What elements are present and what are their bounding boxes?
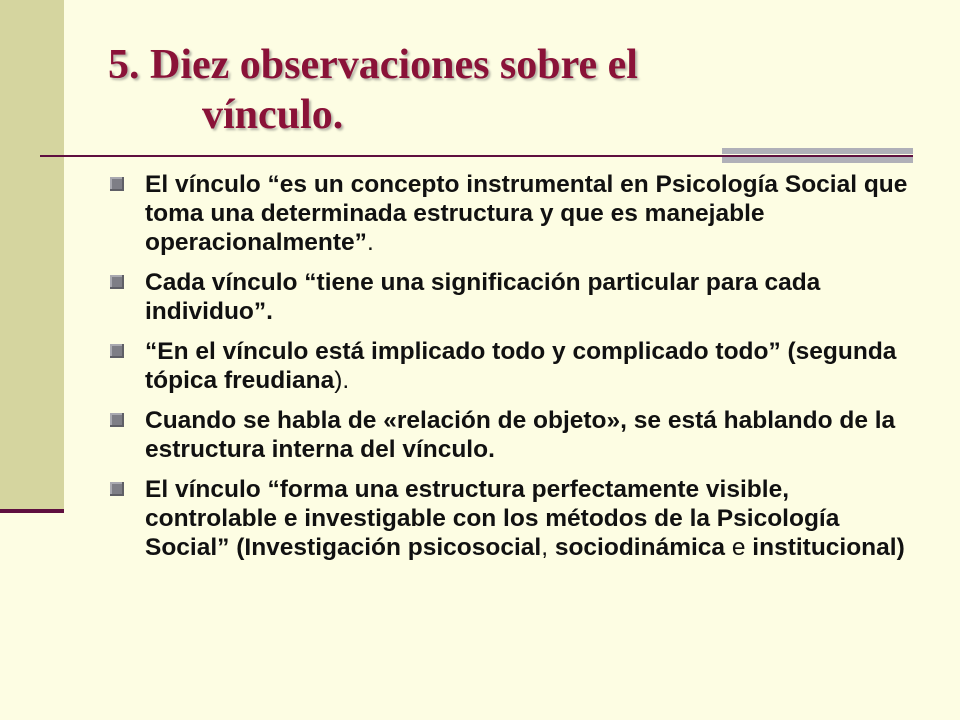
side-band	[0, 0, 64, 512]
bullet-item	[108, 170, 908, 257]
bullet-text-plain: .	[366, 229, 374, 256]
bullet-text: sociodinámica	[554, 534, 726, 561]
square-bullet-icon	[110, 482, 124, 496]
bullet-item	[108, 475, 908, 562]
bullet-text: Cada vínculo “tiene una significación particular para cada individuo”.	[145, 269, 821, 325]
bullet-text-plain: e	[725, 534, 753, 561]
bullet-item	[108, 337, 908, 395]
square-bullet-icon	[110, 177, 124, 191]
bullet-text-plain: ).	[334, 367, 350, 394]
slide-title	[108, 40, 908, 140]
square-bullet-icon	[110, 413, 124, 427]
bullet-item	[108, 268, 908, 326]
slide-title-line-2: vínculo.	[202, 92, 344, 138]
bullet-text-plain: ,	[541, 534, 555, 561]
title-accent-bar	[722, 157, 913, 163]
bullet-list	[108, 170, 908, 573]
title-accent-bar	[722, 148, 913, 154]
bullet-text: “En el vínculo está implicado todo y complicado todo” (segunda tópica freudiana	[145, 338, 897, 394]
side-band-rule	[0, 509, 64, 513]
square-bullet-icon	[110, 275, 124, 289]
bullet-item	[108, 406, 908, 464]
bullet-text: institucional)	[752, 534, 905, 561]
bullet-text: El vínculo “forma una estructura perfectamente visible, controlable e investigable con los métodos de la Psicología Social” (Investigación psicosocial	[145, 476, 840, 561]
bullet-text: El vínculo “es un concepto instrumental en Psicología Social que toma una determinada estructura y que es manejable operacionalmente”	[145, 171, 908, 256]
slide-title-line-1: 5. Diez observaciones sobre el	[108, 42, 638, 88]
bullet-text: Cuando se habla de «relación de objeto», se está hablando de la estructura interna del vínculo.	[145, 407, 896, 463]
square-bullet-icon	[110, 344, 124, 358]
